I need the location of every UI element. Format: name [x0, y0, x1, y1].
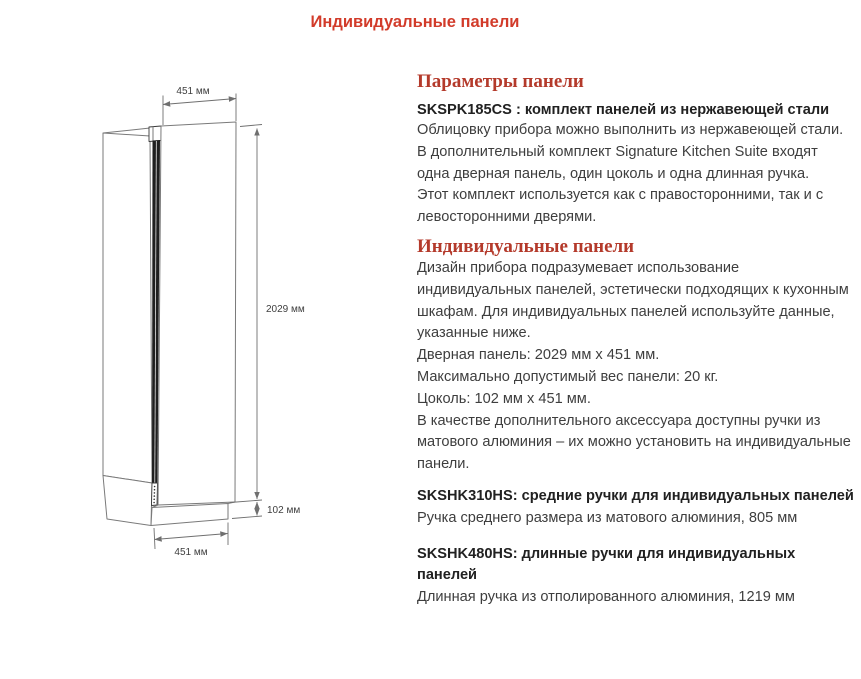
- handle-description: Ручка среднего размера из матового алюминия, 805 мм: [417, 509, 798, 526]
- dim-plinth-width-line: [155, 534, 228, 540]
- side-face: [103, 133, 152, 483]
- page-title: Индивидуальные панели: [310, 13, 520, 31]
- section-heading-custom-panels: Индивидуальные панели: [417, 235, 635, 257]
- handle-model: SKSHK480HS: длинные ручки для индивидуальных панелей: [417, 545, 796, 584]
- dim-plinth-height-label: 102 мм: [267, 505, 301, 516]
- plinth-side-face: [103, 476, 152, 526]
- dim-door-width-line: [163, 99, 236, 105]
- handle-model: SKSHK310HS: средние ручки для индивидуальных панелей: [417, 487, 854, 504]
- custom-panels-description: Дизайн прибора подразумевает использование индивидуальных панелей, эстетически подходящих к кухонным шкафам. Для индивидуальных панелей используйте данные, указанные ниже.: [417, 259, 849, 342]
- plinth-front-face: [151, 504, 228, 526]
- section-heading-panel-params: Параметры панели: [417, 71, 584, 92]
- dim-door-width-label: 451 мм: [176, 86, 210, 97]
- panel-diagram: [85, 75, 320, 575]
- top-hinge: [149, 126, 161, 142]
- panel-params-description: Облицовку прибора можно выполнить из нержавеющей стали. В дополнительный комплект Signature Kitchen Suite входят одна дверная панель, один цоколь и одна длинная ручка. Этот комплект используется как с правосторонними, так и с левосторонними дверями.: [417, 122, 844, 226]
- door-front-face: [158, 122, 236, 505]
- handle-description: Длинная ручка из отполированного алюминия, 1219 мм: [417, 589, 795, 606]
- side-top-edge: [103, 128, 150, 133]
- dim-plinth-width-label: 451 мм: [174, 547, 208, 558]
- handle-item: [417, 486, 857, 530]
- dim-ext-line: [154, 528, 155, 549]
- dim-door-height-label: 2029 мм: [266, 304, 305, 315]
- kit-model-title: SKSPK185CS : комплект панелей из нержавеющей стали: [417, 102, 830, 118]
- content-column: [417, 70, 857, 609]
- dim-ext-line: [240, 125, 262, 127]
- handle-item: [417, 544, 857, 609]
- accessory-note: В качестве дополнительного аксессуара доступны ручки из матового алюминия – их можно установить на индивидуальные панели.: [417, 412, 851, 473]
- panel-specs: Дверная панель: 2029 мм x 451 мм. Максимально допустимый вес панели: 20 кг. Цоколь: 102 мм x 451 мм.: [417, 347, 719, 407]
- dim-ext-line: [232, 516, 262, 519]
